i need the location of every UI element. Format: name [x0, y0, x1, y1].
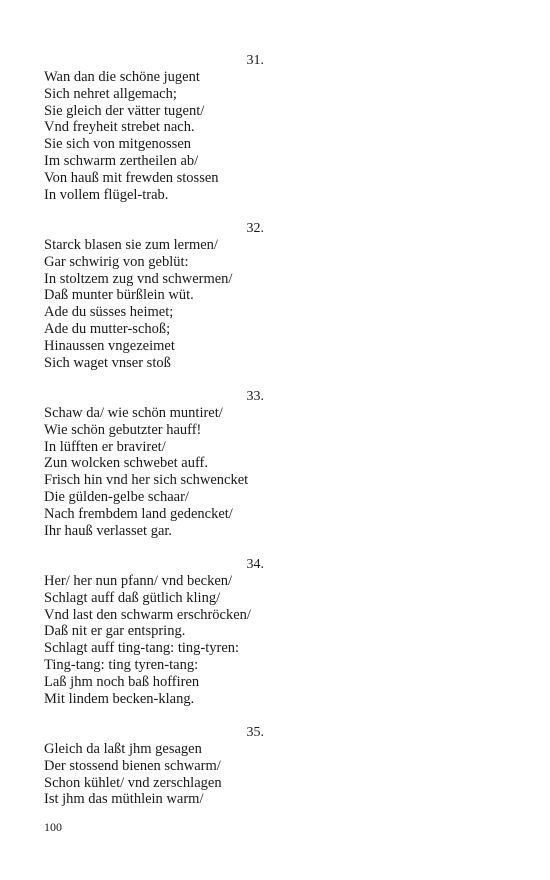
stanza-32: [44, 220, 284, 371]
verse-line: Nach frembdem land gedencket/: [44, 505, 233, 522]
verse-line: Her/ her nun pfann/ vnd becken/: [44, 573, 233, 589]
verse-line: Gar schwirig von geblüt:: [44, 253, 189, 270]
stanza-34: [44, 556, 284, 707]
verse-line: In vollem flügel-trab.: [44, 186, 169, 203]
verse-line: Schaw da/ wie schön muntiret/: [44, 405, 223, 421]
verse-line: Ade du süsses heimet;: [44, 304, 174, 321]
verse-line: In stoltzem zug vnd schwermen/: [44, 270, 233, 287]
verse-line: Ihr hauß verlasset gar.: [44, 522, 173, 539]
verse-line: Frisch hin vnd her sich schwencket: [44, 472, 249, 489]
verse-line: Im schwarm zertheilen ab/: [44, 152, 199, 169]
verse-line: Sich waget vnser stoß: [44, 354, 171, 371]
verse-line: Der stossend bienen schwarm/: [44, 757, 221, 774]
stanza-number: 31.: [246, 53, 264, 68]
stanza-number: 35.: [246, 725, 264, 740]
verse-line: In lüfften er braviret/: [44, 438, 166, 455]
verse-line: Vnd last den schwarm erschröcken/: [44, 606, 251, 623]
verse-line: Laß jhm noch baß hoffiren: [44, 673, 200, 690]
stanza-number: 33.: [246, 389, 264, 404]
page-number: 100: [44, 820, 62, 834]
verse-line: Mit lindem becken-klang.: [44, 690, 195, 707]
verse-line: Schon kühlet/ vnd zerschlagen: [44, 774, 222, 791]
verse-line: Hinaussen vngezeimet: [44, 337, 175, 354]
verse-line: Wan dan die schöne jugent: [44, 69, 200, 85]
stanza-35: [44, 724, 284, 808]
verse-line: Schlagt auff ting-tang: ting-tyren:: [44, 640, 240, 657]
verse-line: Ist jhm das müthlein warm/: [44, 791, 204, 808]
verse-line: Die gülden-gelbe schaar/: [44, 488, 189, 505]
verse-line: Starck blasen sie zum lermen/: [44, 237, 218, 253]
verse-line: Gleich da laßt jhm gesagen: [44, 741, 202, 757]
verse-line: Sie gleich der vätter tugent/: [44, 102, 205, 119]
verse-line: Daß nit er gar entspring.: [44, 623, 186, 640]
verse-line: Schlagt auff daß gütlich kling/: [44, 589, 221, 606]
verse-line: Daß munter bürßlein wüt.: [44, 287, 194, 304]
verse-line: Wie schön gebutzter hauff!: [44, 421, 202, 438]
verse-line: Von hauß mit frewden stossen: [44, 169, 219, 186]
stanza-33: [44, 388, 284, 539]
stanza-number: 34.: [246, 557, 264, 572]
verse-line: Zun wolcken schwebet auff.: [44, 455, 209, 472]
verse-line: Ade du mutter-schoß;: [44, 320, 171, 337]
verse-line: Sie sich von mitgenossen: [44, 136, 192, 153]
verse-line: Sich nehret allgemach;: [44, 85, 177, 102]
verse-line: Vnd freyheit strebet nach.: [44, 119, 195, 136]
verse-line: Ting-tang: ting tyren-tang:: [44, 656, 199, 673]
stanza-number: 32.: [246, 221, 264, 236]
stanza-31: [44, 52, 284, 203]
